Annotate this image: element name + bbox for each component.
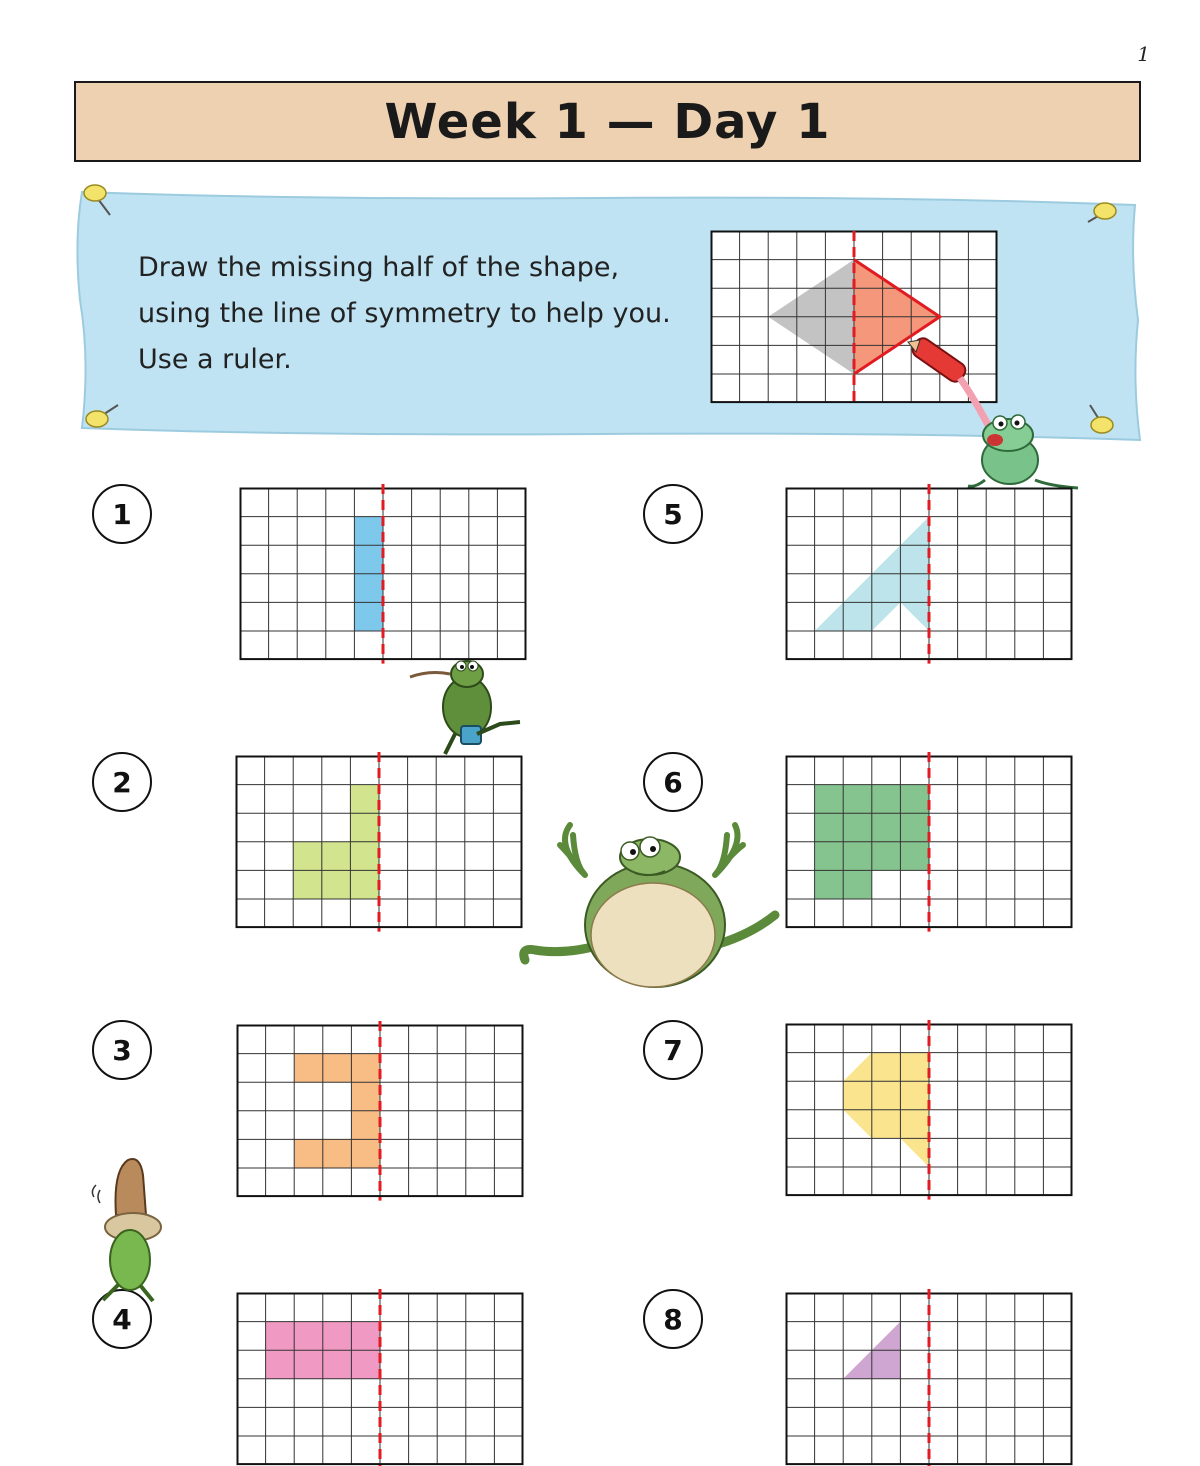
page-title: Week 1 — Day 1	[384, 93, 831, 150]
question-number: 8	[643, 1289, 703, 1349]
frog-under-mushroom	[88, 1155, 183, 1305]
question-3-grid[interactable]	[237, 1025, 525, 1198]
instruction-line: using the line of symmetry to help you.	[138, 298, 671, 329]
instruction-line: Draw the missing half of the shape,	[138, 252, 620, 283]
question-5-grid[interactable]	[786, 488, 1074, 661]
question-7-grid[interactable]	[786, 1024, 1074, 1197]
frog-with-pencil	[900, 330, 1090, 500]
instructions-text	[138, 245, 698, 383]
question-6-grid[interactable]	[786, 756, 1074, 929]
instruction-line: Use a ruler.	[138, 344, 292, 375]
page-number: 1	[1137, 42, 1150, 66]
question-number: 4	[92, 1289, 152, 1349]
question-number: 7	[643, 1020, 703, 1080]
question-4-grid[interactable]	[237, 1293, 525, 1466]
big-toad	[515, 815, 790, 995]
question-number: 1	[92, 484, 152, 544]
question-number: 2	[92, 752, 152, 812]
question-number: 5	[643, 484, 703, 544]
question-2-grid[interactable]	[236, 756, 524, 929]
frog-walking-with-bucket	[405, 652, 530, 760]
question-8-grid[interactable]	[786, 1293, 1074, 1466]
question-number: 3	[92, 1020, 152, 1080]
question-1-grid[interactable]	[240, 488, 528, 661]
question-number: 6	[643, 752, 703, 812]
